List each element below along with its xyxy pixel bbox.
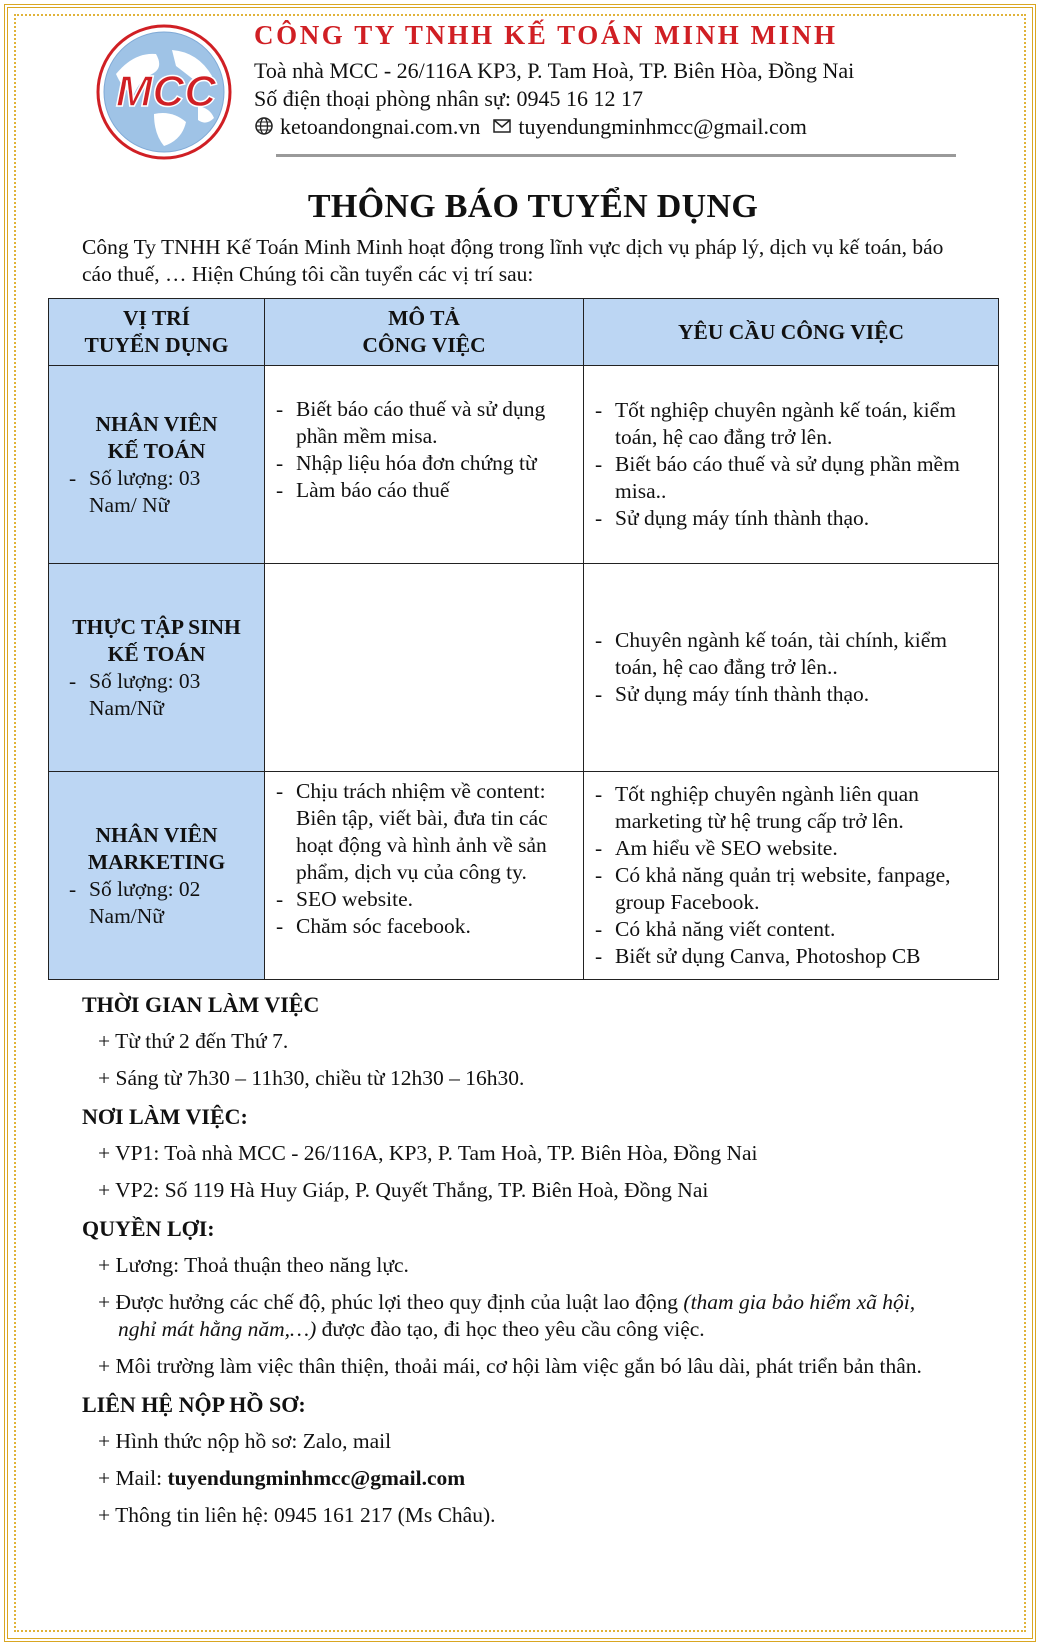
position-cell bbox=[49, 772, 265, 980]
hr-phone: Số điện thoại phòng nhân sự: 0945 16 12 17 bbox=[254, 86, 643, 111]
company-logo bbox=[94, 22, 234, 162]
contact-line bbox=[254, 114, 807, 140]
working-time-heading: THỜI GIAN LÀM VIỆC bbox=[82, 992, 320, 1017]
company-address: Toà nhà MCC - 26/116A KP3, P. Tam Hoà, TP. Biên Hòa, Đồng Nai bbox=[254, 58, 855, 83]
list-item: - Sử dụng máy tính thành thạo. bbox=[593, 681, 989, 708]
list-item: - Chăm sóc facebook. bbox=[274, 913, 574, 940]
list-item: - Có khả năng quản trị website, fanpage, group Facebook. bbox=[593, 862, 989, 916]
position-quantity: - Số lượng: 03 Nam/Nữ bbox=[67, 668, 246, 722]
globe-icon bbox=[254, 116, 274, 136]
list-item: - Biết sử dụng Canva, Photoshop CB bbox=[593, 943, 989, 970]
contact-method: + Hình thức nộp hồ sơ: Zalo, mail bbox=[98, 1429, 392, 1453]
list-item: - Tốt nghiệp chuyên ngành liên quan marketing từ hệ trung cấp trở lên. bbox=[593, 781, 989, 835]
jobs-table bbox=[48, 298, 999, 980]
position-title: NHÂN VIÊN MARKETING bbox=[87, 822, 226, 874]
list-item: - Sử dụng máy tính thành thạo. bbox=[593, 505, 989, 532]
page-title: THÔNG BÁO TUYỂN DỤNG bbox=[307, 188, 759, 225]
office-2: + VP2: Số 119 Hà Huy Giáp, P. Quyết Thắng, TP. Biên Hoà, Đồng Nai bbox=[98, 1178, 709, 1202]
contact-mail: + Mail: tuyendungminhmcc@gmail.com bbox=[98, 1466, 466, 1490]
table-row bbox=[49, 366, 999, 564]
intro-paragraph: Công Ty TNHH Kế Toán Minh Minh hoạt động trong lĩnh vực dịch vụ pháp lý, dịch vụ kế toán, báo cáo thuế, … Hiện Chúng tôi cần tuyển các vị trí sau: bbox=[82, 235, 944, 286]
header-requirements: YÊU CẦU CÔNG VIỆC bbox=[584, 299, 999, 366]
benefit-environment: + Môi trường làm việc thân thiện, thoải mái, cơ hội làm việc gắn bó lâu dài, phát triển bản thân. bbox=[98, 1354, 922, 1378]
list-item: - Làm báo cáo thuế bbox=[274, 477, 574, 504]
position-title: THỰC TẬP SINH KẾ TOÁN bbox=[72, 614, 241, 666]
mail-icon bbox=[492, 116, 512, 136]
header-divider bbox=[276, 154, 956, 157]
contact-heading: LIÊN HỆ NỘP HỒ SƠ: bbox=[82, 1392, 306, 1417]
email-link[interactable]: tuyendungminhmcc@gmail.com bbox=[518, 114, 807, 139]
benefit-welfare: + Được hưởng các chế độ, phúc lợi theo quy định của luật lao động (tham gia bảo hiểm xã hội, nghỉ mát hằng năm,…) được đào tạo, đi học theo yêu cầu công việc. bbox=[98, 1290, 916, 1341]
table-row bbox=[49, 772, 999, 980]
requirements-cell bbox=[584, 366, 999, 564]
letterhead bbox=[48, 20, 998, 180]
table-row bbox=[49, 564, 999, 772]
description-cell bbox=[265, 772, 584, 980]
position-cell bbox=[49, 366, 265, 564]
position-quantity: - Số lượng: 03 Nam/ Nữ bbox=[67, 465, 246, 519]
benefits-heading: QUYỀN LỢI: bbox=[82, 1216, 215, 1241]
position-title: NHÂN VIÊN KẾ TOÁN bbox=[95, 411, 218, 463]
contact-info: + Thông tin liên hệ: 0945 161 217 (Ms Châu). bbox=[98, 1503, 496, 1527]
requirements-cell bbox=[584, 772, 999, 980]
list-item: - Biết báo cáo thuế và sử dụng phần mềm misa. bbox=[274, 396, 574, 450]
list-item: - Nhập liệu hóa đơn chứng từ bbox=[274, 450, 574, 477]
list-item: - Tốt nghiệp chuyên ngành kế toán, kiểm toán, hệ cao đẳng trở lên. bbox=[593, 397, 989, 451]
company-name: CÔNG TY TNHH KẾ TOÁN MINH MINH bbox=[254, 20, 838, 50]
notice-content bbox=[48, 20, 998, 1529]
position-quantity: - Số lượng: 02 Nam/Nữ bbox=[67, 876, 246, 930]
list-item: - Biết báo cáo thuế và sử dụng phần mềm misa.. bbox=[593, 451, 989, 505]
working-days: + Từ thứ 2 đến Thứ 7. bbox=[98, 1029, 289, 1053]
table-header-row bbox=[49, 299, 999, 366]
logo-text: MCC bbox=[115, 67, 217, 116]
workplace-heading: NƠI LÀM VIỆC: bbox=[82, 1104, 248, 1129]
list-item: - Có khả năng viết content. bbox=[593, 916, 989, 943]
header-position: VỊ TRÍ TUYỂN DỤNG bbox=[49, 299, 265, 366]
header-description: MÔ TẢ CÔNG VIỆC bbox=[265, 299, 584, 366]
website-link[interactable]: ketoandongnai.com.vn bbox=[280, 114, 481, 139]
description-cell bbox=[265, 366, 584, 564]
position-cell bbox=[49, 564, 265, 772]
contact-mail-link[interactable]: tuyendungminhmcc@gmail.com bbox=[167, 1466, 466, 1490]
list-item: - SEO website. bbox=[274, 886, 574, 913]
requirements-cell bbox=[584, 564, 999, 772]
benefit-salary: + Lương: Thoả thuận theo năng lực. bbox=[98, 1253, 409, 1277]
list-item: - Chuyên ngành kế toán, tài chính, kiểm toán, hệ cao đẳng trở lên.. bbox=[593, 627, 989, 681]
description-cell bbox=[265, 564, 584, 772]
list-item: - Am hiểu về SEO website. bbox=[593, 835, 989, 862]
list-item: - Chịu trách nhiệm về content: Biên tập, viết bài, đưa tin các hoạt động và hình ảnh về sản phẩm, dịch vụ của công ty. bbox=[274, 778, 574, 886]
working-hours: + Sáng từ 7h30 – 11h30, chiều từ 12h30 – 16h30. bbox=[98, 1066, 525, 1090]
office-1: + VP1: Toà nhà MCC - 26/116A, KP3, P. Tam Hoà, TP. Biên Hòa, Đồng Nai bbox=[98, 1141, 758, 1165]
